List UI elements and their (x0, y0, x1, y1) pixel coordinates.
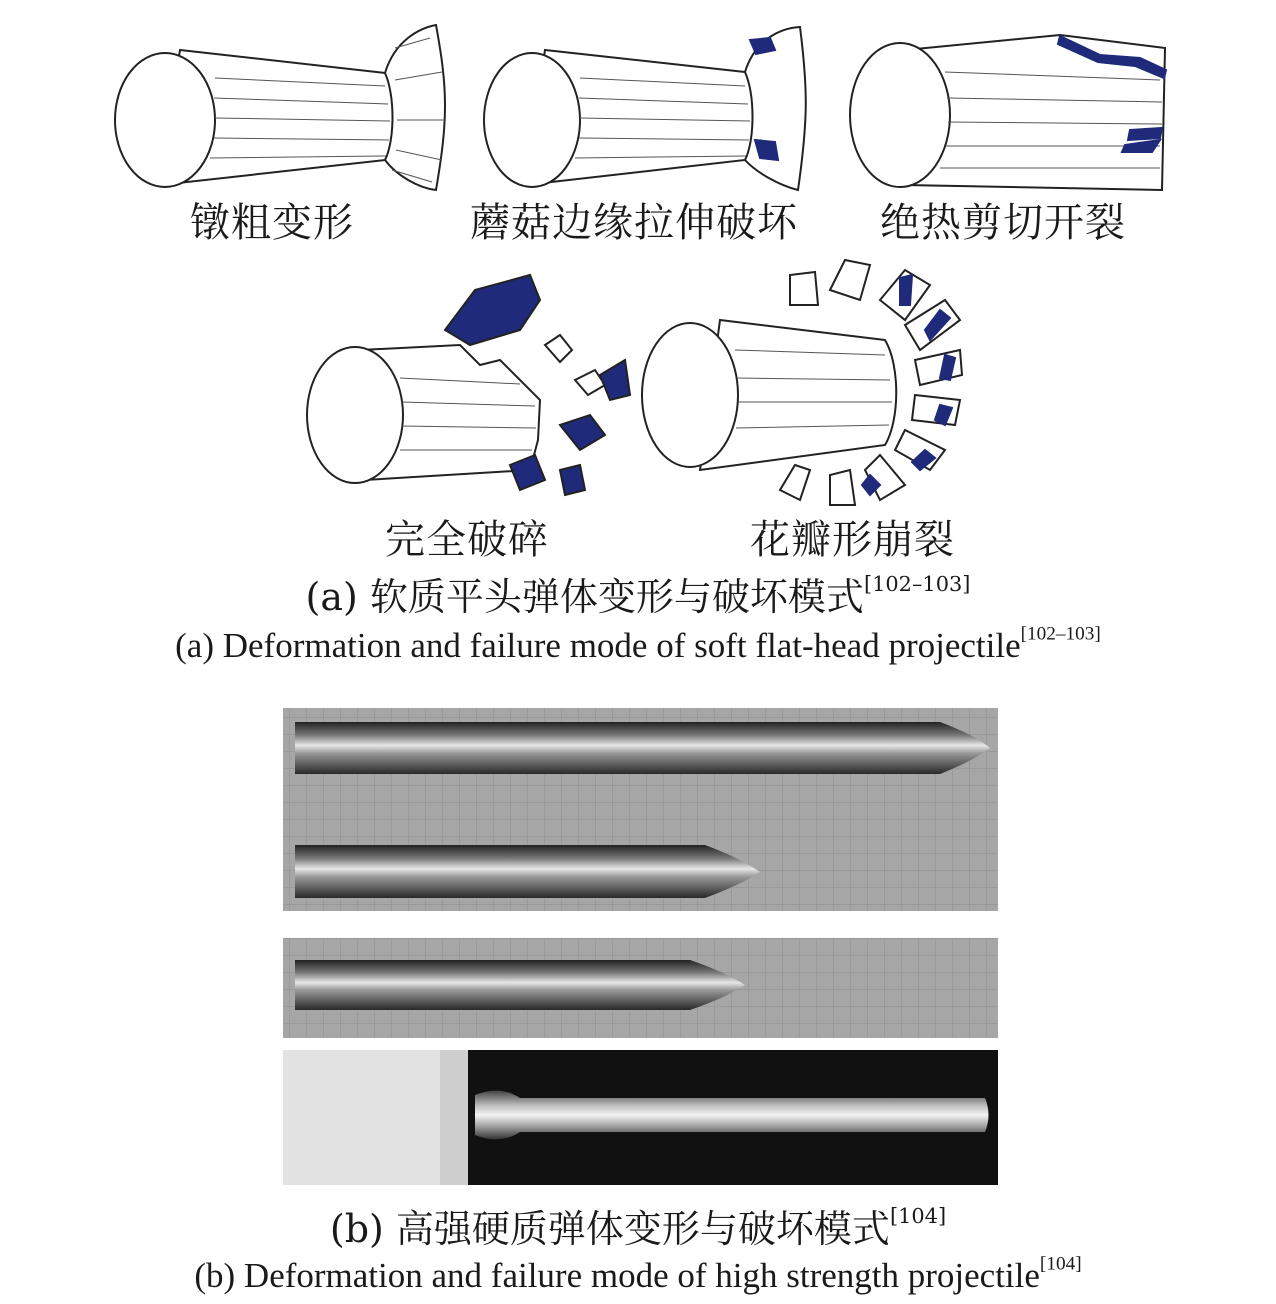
projectile-upsetting-drawing (115, 25, 446, 190)
label-petal-cracking: 花瓣形崩裂 (750, 517, 955, 563)
figure-b-photographs (0, 700, 1276, 1200)
label-mushroom-tensile: 蘑菇边缘拉伸破坏 (470, 200, 798, 246)
caption-b-en-ref: [104] (1039, 1253, 1082, 1275)
projectile-mushroom-drawing (484, 27, 806, 190)
figure-a-illustrations (0, 0, 1276, 563)
label-upsetting: 镦粗变形 (190, 200, 354, 246)
caption-a-en-ref: [102–103] (1020, 623, 1101, 645)
caption-a-en: (a) Deformation and failure mode of soft flat-head projectile[102–103] (175, 623, 1101, 665)
label-fragmentation: 完全破碎 (385, 517, 549, 563)
caption-a-cn: (a) 软质平头弹体变形与破坏模式[102–103] (305, 572, 971, 619)
label-shear-cracking: 绝热剪切开裂 (880, 200, 1126, 246)
caption-a-cn-ref: [102–103] (863, 572, 971, 597)
caption-b-cn: (b) 高强硬质弹体变形与破坏模式[104] (329, 1204, 947, 1251)
photo-rod-on-grid-2 (283, 938, 998, 1038)
projectile-fragmentation-drawing (307, 275, 630, 495)
photo-rods-on-grid-1 (283, 708, 998, 911)
projectile-shear-crack-drawing (850, 35, 1166, 190)
projectile-petal-drawing (642, 260, 962, 505)
caption-b-en: (b) Deformation and failure mode of high strength projectile[104] (194, 1253, 1082, 1295)
caption-b-cn-ref: [104] (889, 1204, 947, 1229)
photo-rod-dark-background (283, 1050, 998, 1185)
